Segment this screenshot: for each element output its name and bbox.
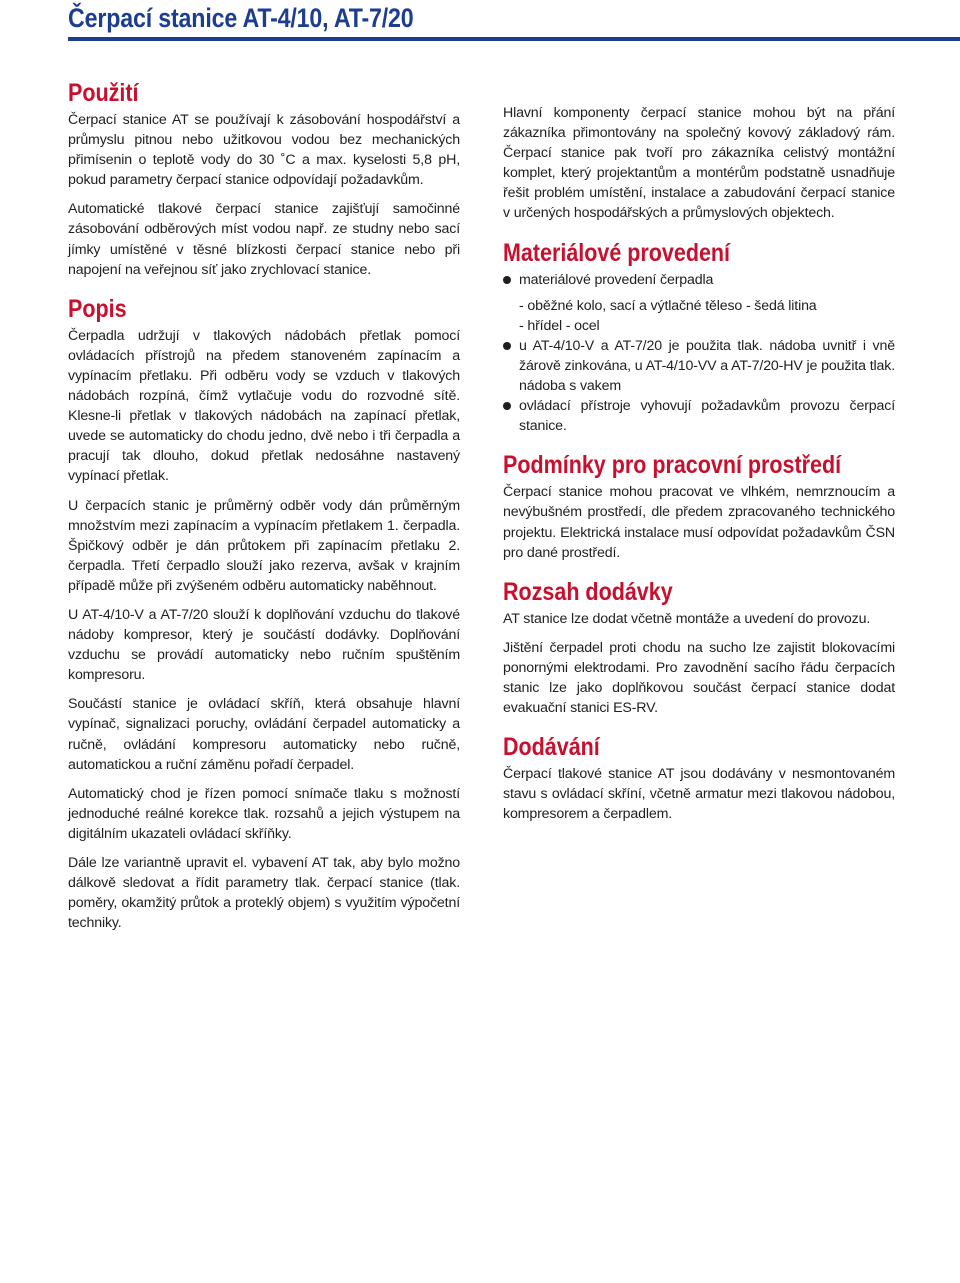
right-column bbox=[503, 103, 895, 833]
popis-paragraph-3: U AT-4/10-V a AT-7/20 slouží k doplňování vzduchu do tlakové nádoby kompresor, který je součástí dodávky. Doplňování vzduchu se provádí automaticky nebo ručním spuštěním kompresoru. bbox=[68, 606, 460, 684]
page-title: Čerpací stanice AT-4/10, AT-7/20 bbox=[68, 3, 414, 33]
dodavani-paragraph-1: Čerpací tlakové stanice AT jsou dodávány v nesmontovaném stavu s ovládací skříní, včetně armatur mezi tlakovou nádobou, kompresorem a čerpadlem. bbox=[503, 766, 895, 823]
material-subitem-1: - oběžné kolo, sací a výtlačné těleso - šedá litina bbox=[519, 297, 817, 314]
list-item bbox=[503, 396, 895, 436]
material-item-1: materiálové provedení čerpadla bbox=[519, 271, 714, 288]
popis-paragraph-4: Součástí stanice je ovládací skříň, která obsahuje hlavní vypínač, signalizaci poruchy, ovládání čerpadel automaticky a ručně, ovládání kompresoru automaticky nebo ručně, automatickou a ruční záměnu pořadí čerpadel. bbox=[68, 696, 460, 773]
popis-paragraph-1: Čerpadla udržují v tlakových nádobách přetlak pomocí ovládacích přístrojů na předem stanoveném zapínacím a vypínacím přetlaku. Při odběru vody se vzduch v tlakových nádobách rozpíná, čímž vytlačuje vodu do rozvodné sítě. Klesne-li přetlak v tlakových nádobách na zapínací přetlak, uvede se automaticky do chodu jedno, dvě nebo i tři čerpadla a pracují tak dlouho, dokud přetlak nedosáhne nastavený vypínací přetlak. bbox=[68, 327, 460, 485]
rozsah-paragraph-2: Jištění čerpadel proti chodu na sucho lze zajistit blokovacími ponornými elektrodami. Pro zavodnění sacího řádu čerpacích stanic lze jako doplňkovou součást čerpací stanice dodat evakuační stanici ES-RV. bbox=[503, 639, 895, 717]
heading-dodavani: Dodávání bbox=[503, 733, 600, 762]
heading-rozsah-dodavky: Rozsah dodávky bbox=[503, 577, 673, 606]
list-item bbox=[503, 270, 895, 290]
popis-paragraph-6: Dále lze variantně upravit el. vybavení AT tak, aby bylo možno dálkově sledovat a řídit parametry tlak. čerpací stanice (tlak. poměry, okamžitý průtok a proteklý objem) s využitím výpočetní techniky. bbox=[68, 855, 460, 932]
material-list bbox=[503, 270, 895, 290]
pouziti-paragraph-2: Automatické tlakové čerpací stanice zajišťují samočinné zásobování odběrových míst vodou např. ze studny nebo sací jímky umístěné v těsné blízkosti čerpací stanice nebo při napojení na veřejnou síť jako zrychlovací stanice. bbox=[68, 201, 460, 278]
material-item-3: ovládací přístroje vyhovují požadavkům provozu čerpací stanice. bbox=[519, 398, 895, 435]
podminky-paragraph-1: Čerpací stanice mohou pracovat ve vlhkém, nemrznoucím a nevýbušném prostředí, dle předem zpracovaného technického projektu. Elektrická instalace musí odpovídat požadavkům ČSN pro dané prostředí. bbox=[503, 484, 895, 561]
title-rule bbox=[68, 37, 960, 41]
material-list-cont bbox=[503, 336, 895, 436]
heading-popis: Popis bbox=[68, 294, 127, 323]
intro-paragraph: Hlavní komponenty čerpací stanice mohou být na přání zákazníka přimontovány na společný kovový základový rám. Čerpací stanice pak tvoří pro zákazníka celistvý montážní komplet, který projektantům a montérům podstatně usnadňuje řešit problém umístění, instalace a zabudování čerpací stanice v určených hospodářských a průmyslových objektech. bbox=[503, 105, 895, 222]
rozsah-paragraph-1: AT stanice lze dodat včetně montáže a uvedení do provozu. bbox=[503, 610, 871, 627]
pouziti-paragraph-1: Čerpací stanice AT se používají k zásobování hospodářství a průmyslu pitnou nebo užitkovou vodou bez mechanických přimísenin o teplotě vody do 30 ˚C a max. kyselosti 5,8 pH, pokud parametry čerpací stanice odpovídají požadavkům. bbox=[68, 112, 460, 189]
popis-paragraph-2: U čerpacích stanic je průměrný odběr vody dán průměrným množstvím mezi zapínacím a vypínacím přetlakem 1. čerpadla. Špičkový odběr je dán průtokem při zapínacím přetlaku 2. čerpadla. Třetí čerpadlo slouží jako rezerva, avšak v krajním případě může při zvýšeném odběru automaticky naběhnout. bbox=[68, 497, 460, 594]
heading-pouziti: Použití bbox=[68, 79, 139, 107]
heading-materialove-provedeni: Materiálové provedení bbox=[503, 238, 731, 267]
heading-podminky: Podmínky pro pracovní prostředí bbox=[503, 451, 842, 480]
material-item-2: u AT-4/10-V a AT-7/20 je použita tlak. nádoba uvnitř i vně žárově zinkována, u AT-4/10-VV a AT-7/20-HV je použita tlak. nádoba s vakem bbox=[519, 337, 895, 395]
left-column bbox=[68, 78, 460, 942]
popis-paragraph-5: Automatický chod je řízen pomocí snímače tlaku s možností jednoduché reálné korekce tlak. rozsahů a jejich výstupem na digitálním ukazateli ovládací skříňky. bbox=[68, 785, 460, 842]
list-item bbox=[503, 336, 895, 396]
material-subitem-2: - hřídel - ocel bbox=[519, 317, 600, 334]
